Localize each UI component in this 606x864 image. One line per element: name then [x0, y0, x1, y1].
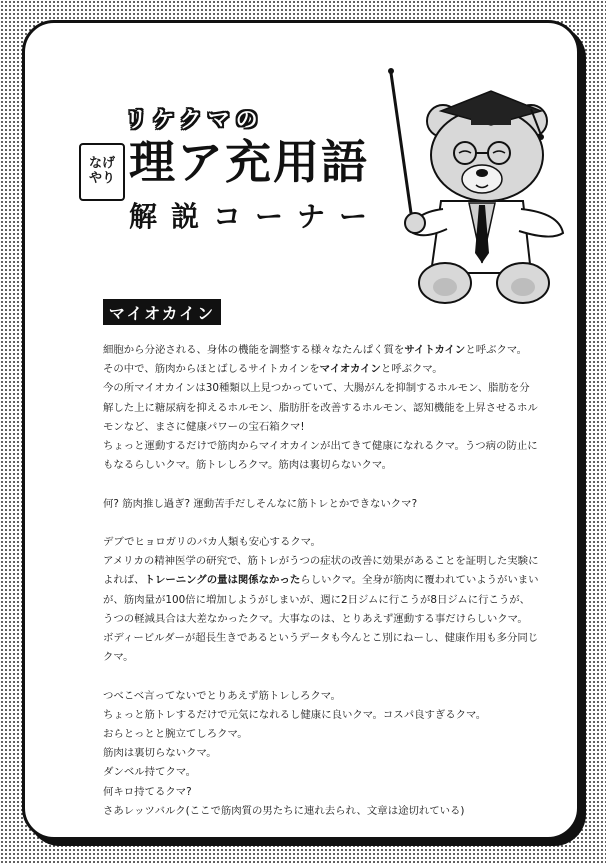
blank-line [103, 475, 567, 494]
body-line [103, 533, 567, 552]
body-text-run: と呼ぶクマ。 [465, 344, 528, 356]
body-line [103, 802, 567, 821]
body-line [103, 456, 567, 475]
emphasis-text: マイオカイン [319, 363, 381, 376]
body-text-run: ちょっと運動するだけで筋肉からマイオカインが出てきて健康になれるクマ。うつ病の防止に [103, 440, 538, 453]
page-subtitle: 解説コーナー [129, 200, 382, 233]
body-text-run: よれば、 [103, 574, 145, 587]
body-line [103, 571, 567, 590]
body-text-run: 細胞から分泌される、身体の機能を調整する様々なたんぱく質を [103, 344, 405, 356]
body-text-run: ちょっと筋トレするだけで元気になれるし健康に良いクマ。コスパ良すぎるクマ。 [103, 708, 487, 721]
body-text-run: つべこべ言ってないでとりあえず筋トレしろクマ。 [103, 689, 341, 702]
tag-line-1: なげ [88, 156, 115, 172]
body-line [103, 763, 567, 782]
body-line [103, 610, 567, 629]
blank-line [103, 514, 567, 533]
series-name: リケクマの [125, 108, 264, 133]
body-line [103, 591, 567, 610]
page-title: 理ア充用語 [129, 135, 369, 189]
body-text-run: さあレッツバルク(ここで筋肉質の男たちに連れ去られ、文章は途切れている) [103, 804, 465, 817]
body-line [103, 706, 567, 725]
body-line [103, 552, 567, 571]
emphasis-text: サイトカイン [404, 344, 466, 356]
body-line [103, 341, 567, 360]
body-text-run: ダンベル持てクマ。 [103, 766, 196, 779]
body-text-run: が、筋肉量が100倍に増加しようがしまいが、週に2日ジムに行こうが8日ジムに行こうが、 [103, 593, 531, 606]
body-line [103, 360, 567, 379]
body-line [103, 418, 567, 437]
body-line [103, 648, 567, 667]
section-label-myokine: マイオカイン [103, 299, 221, 325]
explanation-body [103, 341, 567, 821]
body-text-run: おらとっとと腕立てしろクマ。 [103, 728, 248, 741]
body-line [103, 379, 567, 398]
blank-line [103, 667, 567, 686]
tag-line-2: やり [88, 171, 115, 186]
professor-bear-illustration-icon [381, 63, 580, 313]
body-line [103, 495, 567, 514]
title-header [65, 83, 395, 243]
body-line [103, 783, 567, 802]
body-text-run: モンなど、まさに健康パワーの宝石箱クマ! [103, 420, 305, 433]
body-text-run: うつの軽減具合は大差なかったクマ。大事なのは、とりあえず運動する事だけらしいクマ。 [103, 612, 528, 625]
body-text-run: もなるらしいクマ。筋トレしろクマ。筋肉は裏切らないクマ。 [103, 459, 393, 472]
body-line [103, 687, 567, 706]
body-line [103, 725, 567, 744]
body-text-run: 何? 筋肉推し過ぎ? 運動苦手だしそんなに筋トレとかできないクマ? [103, 497, 418, 510]
content-panel [22, 20, 580, 840]
emphasis-text: トレーニングの量は関係なかった [144, 574, 301, 587]
body-text-run: アメリカの精神医学の研究で、筋トレがうつの症状の改善に効果があることを証明した実験に [103, 555, 539, 568]
body-text-run: デブでヒョロガリのバカ人類も安心するクマ。 [103, 536, 321, 548]
body-text-run: ボディービルダーが超長生きであるというデータも今んとこ別にねーし、健康作用も多分同じ [103, 632, 539, 645]
body-text-run: 筋肉は裏切らないクマ。 [103, 747, 217, 760]
body-text-run: その中で、筋肉からほとばしるサイトカインを [103, 363, 320, 376]
body-text-run: クマ。 [103, 651, 134, 664]
body-text-run: 何キロ持てるクマ? [103, 785, 192, 798]
body-text-run: らしいクマ。全身が筋肉に覆われていようがいまい [300, 574, 539, 587]
body-text-run: 今の所マイオカインは30種類以上見つかっていて、大腸がんを抑制するホルモン、脂肪を分 [103, 382, 530, 395]
body-line [103, 744, 567, 763]
body-line [103, 629, 567, 648]
body-text-run: と呼ぶクマ。 [380, 363, 443, 376]
body-line [103, 437, 567, 456]
body-text-run: 解した上に糖尿病を抑えるホルモン、脂肪肝を改善するホルモン、認知機能を上昇させるホル [103, 401, 538, 414]
body-line [103, 399, 567, 418]
nageyari-tag [79, 143, 125, 201]
